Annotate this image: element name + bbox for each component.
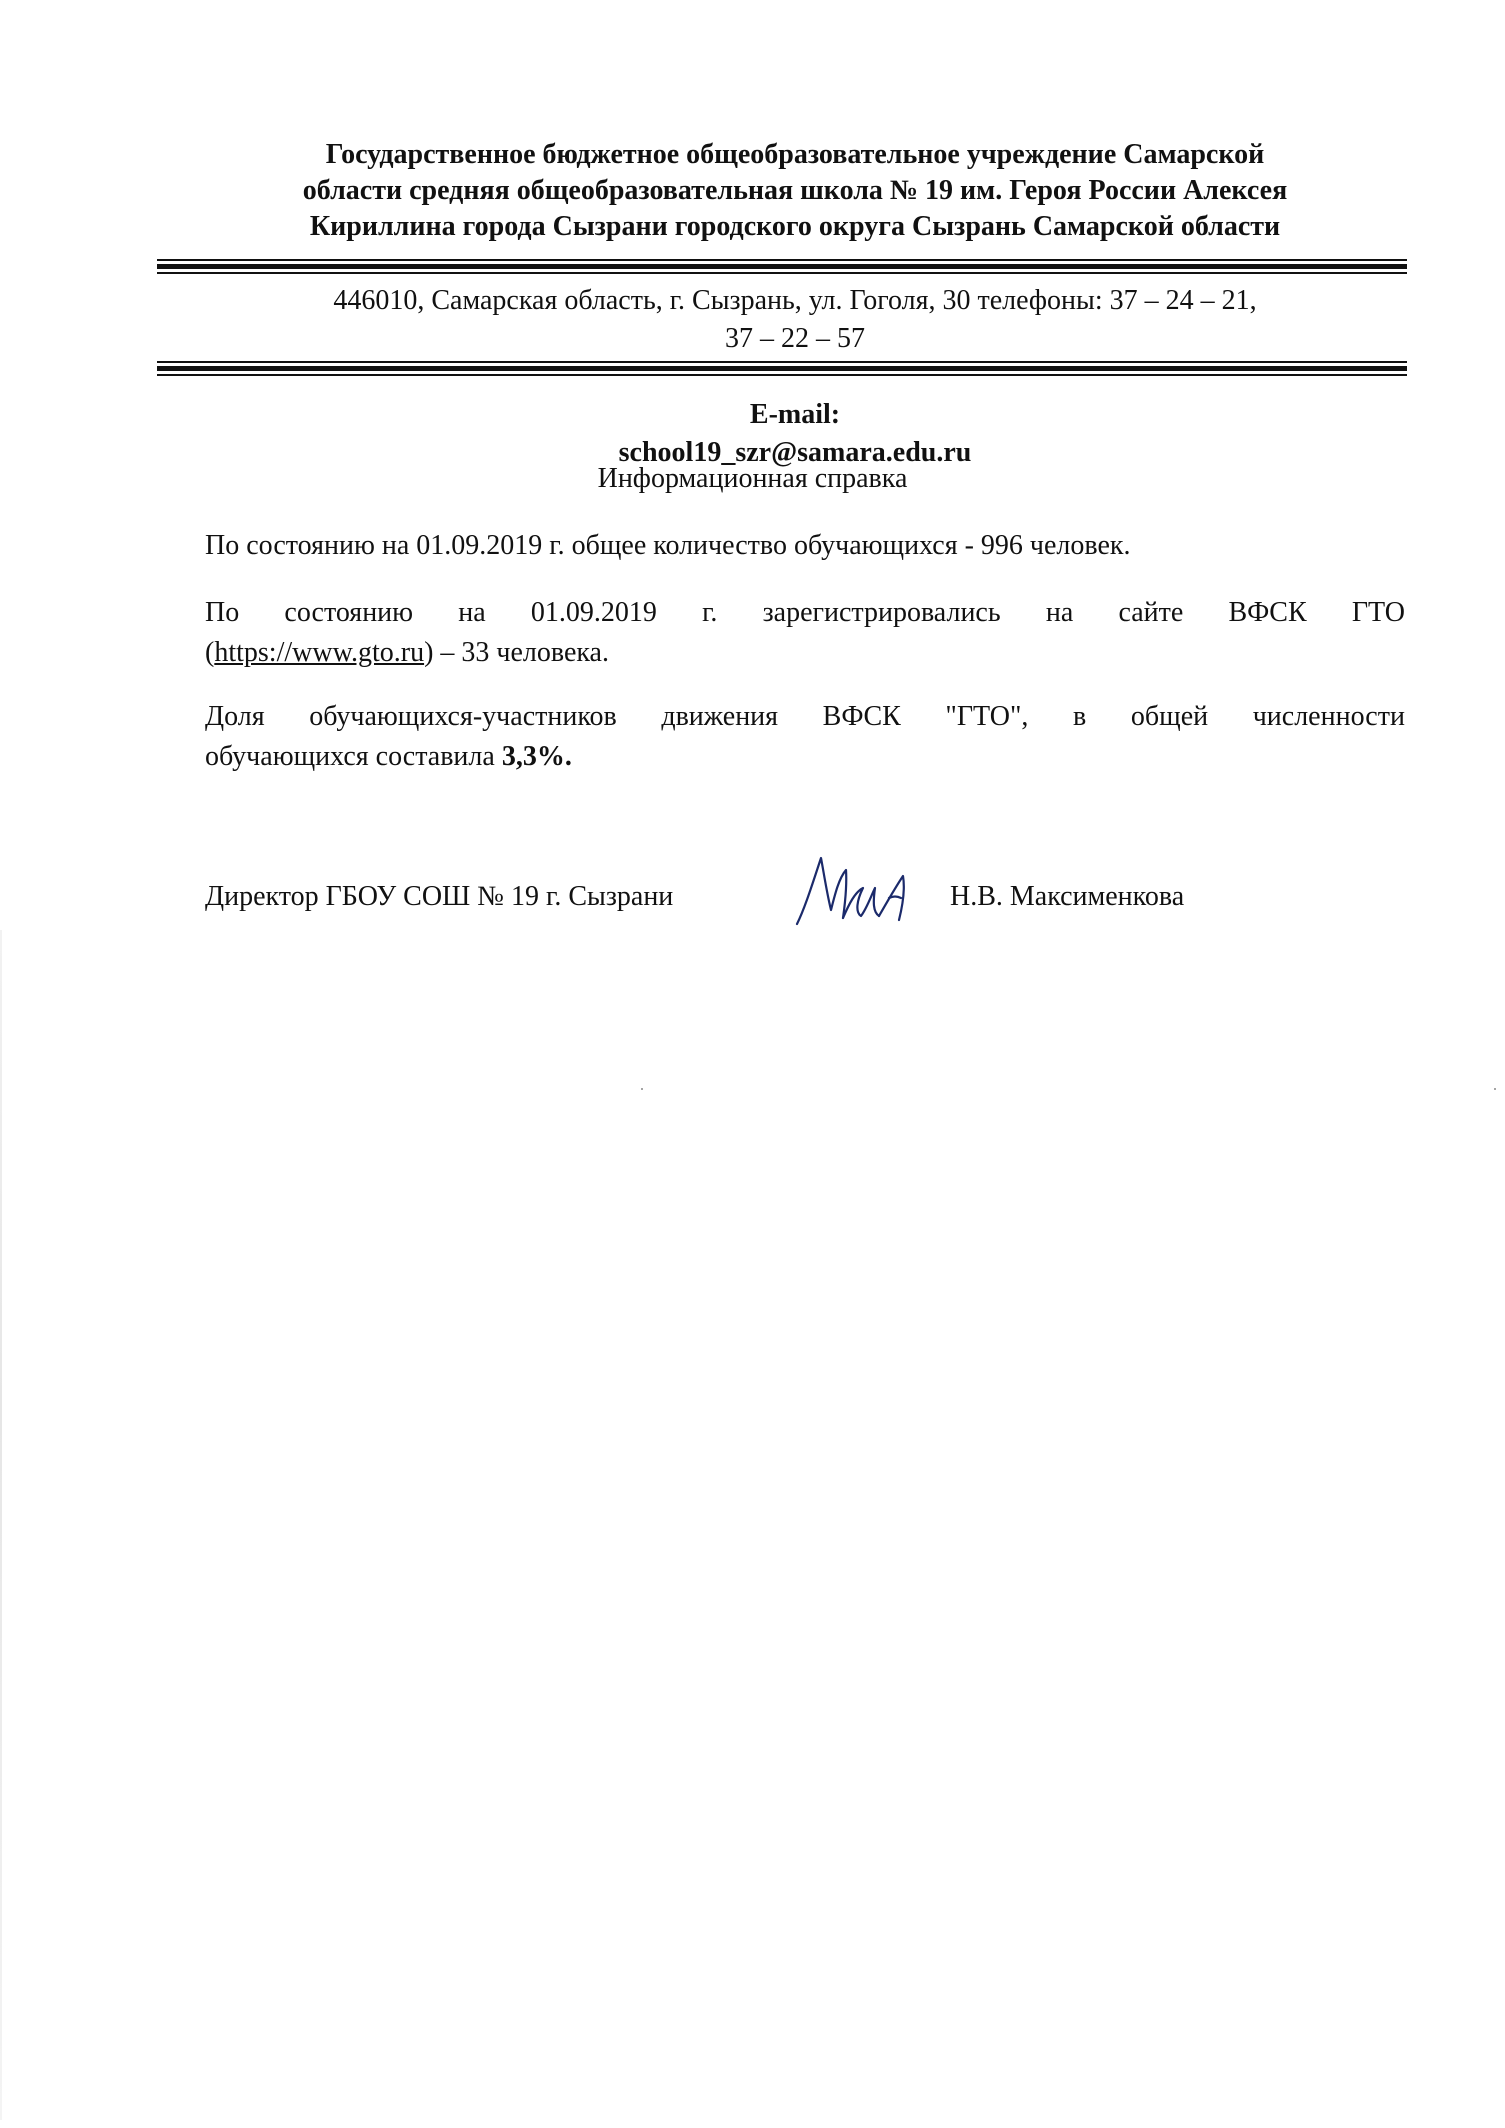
signatory-position: Директор ГБОУ СОШ № 19 г. Сызрани (205, 881, 674, 912)
paragraph-registered (205, 593, 1405, 673)
scan-speck (641, 1088, 643, 1090)
organization-name (230, 137, 1360, 245)
registered-count-text: ) – 33 человека. (424, 637, 609, 668)
scan-edge-artifact (0, 930, 2, 2120)
paragraph-registered-line-1 (205, 593, 1405, 633)
word: на (458, 597, 486, 628)
word: Доля (205, 701, 265, 732)
paragraph-total-students: По состоянию на 01.09.2019 г. общее количество обучающихся - 996 человек. (205, 530, 1131, 561)
signature-block (205, 872, 1405, 932)
header-rule-thin-bottom (157, 272, 1407, 274)
contact-rule-thick (157, 366, 1407, 371)
share-text: обучающихся составила (205, 741, 502, 772)
contact-block (230, 282, 1360, 472)
phone-2: 37 – 22 – 57 (725, 323, 865, 354)
signatory-name: Н.В. Максименкова (950, 881, 1185, 912)
paragraph-share (205, 697, 1405, 777)
paren-open: ( (205, 637, 215, 668)
paragraph-registered-line-2 (205, 633, 1405, 673)
scan-speck (1494, 1088, 1496, 1090)
contact-rule-thin-top (157, 361, 1407, 363)
header-rule-thin-top (157, 259, 1407, 261)
gto-link[interactable]: https://www.gto.ru (214, 637, 425, 668)
organization-name-line-2: области средняя общеобразовательная школа № 19 им. Героя России Алексея (302, 175, 1288, 206)
word: зарегистрировались (762, 597, 1001, 628)
paragraph-share-line-1 (205, 697, 1405, 737)
organization-name-line-3: Кириллина города Сызрани городского округа Сызрань Самарской области (309, 211, 1281, 242)
word: По (205, 597, 240, 628)
share-value: 3,3%. (501, 741, 572, 772)
address-phones-line: 446010, Самарская область, г. Сызрань, ул. Гоголя, 30 телефоны: 37 – 24 – 21, (333, 285, 1257, 316)
phone-email-line (230, 320, 1360, 472)
word: ВФСК (1228, 597, 1307, 628)
word: общей (1130, 701, 1209, 732)
word: численности (1252, 701, 1405, 732)
word: в (1073, 701, 1087, 732)
paragraph-share-line-2 (205, 737, 1405, 777)
word: сайте (1118, 597, 1184, 628)
document-title: Информационная справка (597, 463, 908, 494)
email-address[interactable]: school19_szr@samara.edu.ru (618, 437, 972, 468)
handwritten-signature (791, 848, 941, 938)
word: ГТО (1351, 597, 1405, 628)
word: г. (702, 597, 718, 628)
word: ВФСК (822, 701, 901, 732)
contact-rule-thin-bottom (157, 374, 1407, 376)
word: движения (661, 701, 779, 732)
email-label: E-mail: (749, 399, 841, 430)
organization-name-line-1: Государственное бюджетное общеобразовательное учреждение Самарской (325, 139, 1265, 170)
word: "ГТО", (945, 701, 1029, 732)
word: на (1045, 597, 1074, 628)
word: обучающихся-участников (309, 701, 617, 732)
word: состоянию (284, 597, 414, 628)
word: 01.09.2019 (530, 597, 657, 628)
header-rule-thick (157, 264, 1407, 269)
